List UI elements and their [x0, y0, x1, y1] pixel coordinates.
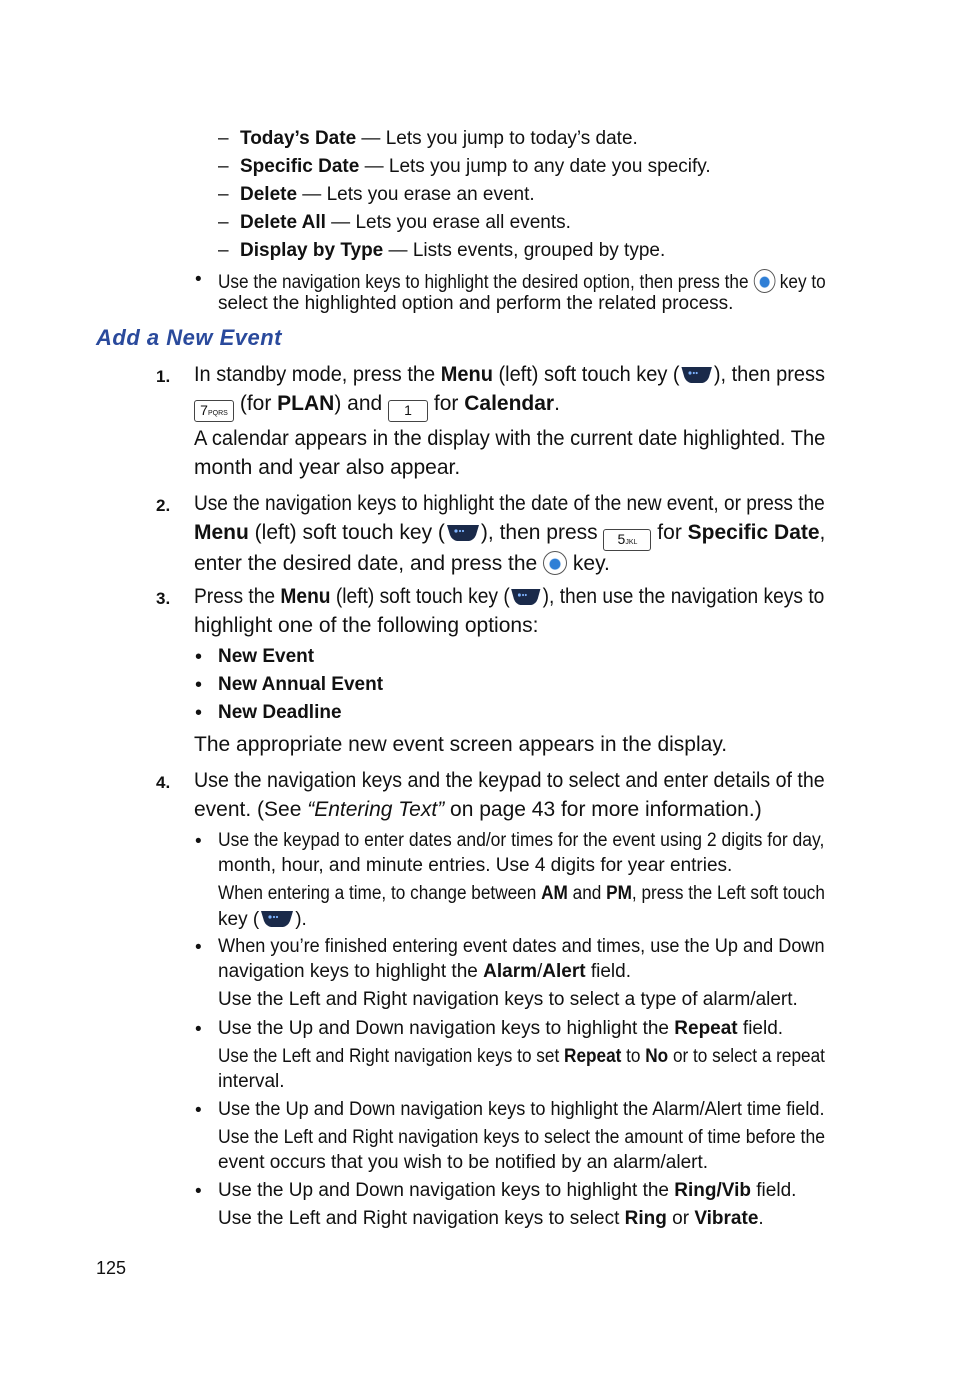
- step4-b2-line2: navigation keys to highlight the Alarm/Alert field.: [218, 961, 631, 982]
- option-new-deadline: New Deadline: [218, 702, 342, 723]
- option-desc: — Lets you jump to any date you specify.: [359, 156, 711, 177]
- intro-bullet-line2: select the highlighted option and perform the related process.: [218, 293, 734, 314]
- dash: –: [218, 156, 229, 177]
- step1-para-line1: A calendar appears in the display with the current date highlighted. The: [194, 427, 826, 450]
- step1-para-line2: month and year also appear.: [194, 456, 461, 479]
- step4-b4-line1: Use the Up and Down navigation keys to highlight the Alarm/Alert time field.: [218, 1099, 825, 1120]
- dash: –: [218, 184, 229, 205]
- step4-b5-line1: Use the Up and Down navigation keys to highlight the Ring/Vib field.: [218, 1180, 797, 1201]
- bullet: •: [195, 702, 203, 724]
- bullet: •: [195, 646, 203, 668]
- step4-b1-line1: Use the keypad to enter dates and/or times for the event using 2 digits for day,: [218, 830, 825, 851]
- bullet: •: [195, 937, 202, 958]
- step4-b1-line2: month, hour, and minute entries. Use 4 digits for year entries.: [218, 855, 733, 876]
- cross-reference: “Entering Text”: [307, 798, 445, 821]
- left-soft-key-icon: [259, 909, 295, 929]
- step4-b1-line3: When entering a time, to change between AM and PM, press the Left soft touch: [218, 883, 825, 904]
- dash: –: [218, 240, 229, 261]
- option-term: Today’s Date: [240, 128, 357, 149]
- bullet: •: [195, 269, 202, 290]
- step4-b1-line4: key ( ).: [218, 909, 307, 930]
- key-7-icon: 7PQRS: [194, 400, 234, 422]
- intro-bullet-line1: Use the navigation keys to highlight the desired option, then press the key to: [218, 269, 826, 293]
- step3-line1: Press the Menu (left) soft touch key ( ), then use the navigation keys to: [194, 585, 825, 608]
- section-heading: Add a New Event: [96, 325, 282, 350]
- bullet: •: [195, 1019, 202, 1040]
- step3-line2: highlight one of the following options:: [194, 614, 539, 637]
- step4-b3-line2: Use the Left and Right navigation keys to set Repeat to No or to select a repeat: [218, 1046, 825, 1067]
- step4-b5-line2: Use the Left and Right navigation keys to select Ring or Vibrate.: [218, 1208, 764, 1229]
- left-soft-key-icon: [445, 523, 481, 543]
- step2-line3: enter the desired date, and press the key.: [194, 552, 610, 575]
- key-1-icon: 1: [388, 400, 428, 422]
- step4-b4-line3: event occurs that you wish to be notified by an alarm/alert.: [218, 1152, 709, 1173]
- step-number: 1.: [156, 367, 171, 386]
- key-5-icon: 5JKL: [603, 529, 651, 551]
- step1-line2: 7PQRS (for PLAN) and 1 for Calendar.: [194, 393, 560, 422]
- page-number: 125: [96, 1258, 127, 1278]
- option-term: Specific Date: [240, 156, 360, 177]
- ok-key-icon: [753, 269, 775, 293]
- step3-after: The appropriate new event screen appears in the display.: [194, 733, 728, 756]
- option-term: Display by Type: [240, 240, 384, 261]
- bullet: •: [195, 1100, 202, 1121]
- option-desc: — Lets you jump to today’s date.: [356, 128, 638, 149]
- option-desc: — Lets you erase all events.: [325, 212, 571, 233]
- step4-b2-line1: When you’re finished entering event dates and times, use the Up and Down: [218, 936, 825, 957]
- option-new-annual-event: New Annual Event: [218, 674, 384, 695]
- step2-line1: Use the navigation keys to highlight the date of the new event, or press the: [194, 492, 825, 515]
- option-new-event: New Event: [218, 646, 315, 667]
- step4-line2: event. (See “Entering Text” on page 43 for more information.): [194, 798, 762, 821]
- bullet: •: [195, 831, 202, 852]
- option-term: Delete: [240, 184, 298, 205]
- ok-key-icon: [543, 551, 567, 575]
- step-number: 4.: [156, 773, 171, 792]
- left-soft-key-icon: [680, 365, 714, 385]
- step-number: 2.: [156, 496, 171, 515]
- step4-b3-line1: Use the Up and Down navigation keys to highlight the Repeat field.: [218, 1018, 784, 1039]
- step4-b3-line3: interval.: [218, 1071, 285, 1092]
- step2-line2: Menu (left) soft touch key ( ), then press 5JKL for Specific Date,: [194, 522, 825, 551]
- left-soft-key-icon: [510, 587, 543, 607]
- bullet: •: [195, 674, 203, 696]
- step-number: 3.: [156, 589, 171, 608]
- option-term: Delete All: [240, 212, 326, 233]
- option-desc: — Lets you erase an event.: [297, 184, 535, 205]
- option-desc: — Lists events, grouped by type.: [383, 240, 666, 261]
- dash: –: [218, 128, 229, 149]
- step1-line1: In standby mode, press the Menu (left) soft touch key ( ), then press: [194, 363, 825, 386]
- dash: –: [218, 212, 229, 233]
- step4-b4-line2: Use the Left and Right navigation keys to select the amount of time before the: [218, 1127, 826, 1148]
- bullet: •: [195, 1181, 202, 1202]
- step4-b2-line3: Use the Left and Right navigation keys to select a type of alarm/alert.: [218, 989, 798, 1010]
- step4-line1: Use the navigation keys and the keypad to select and enter details of the: [194, 769, 825, 792]
